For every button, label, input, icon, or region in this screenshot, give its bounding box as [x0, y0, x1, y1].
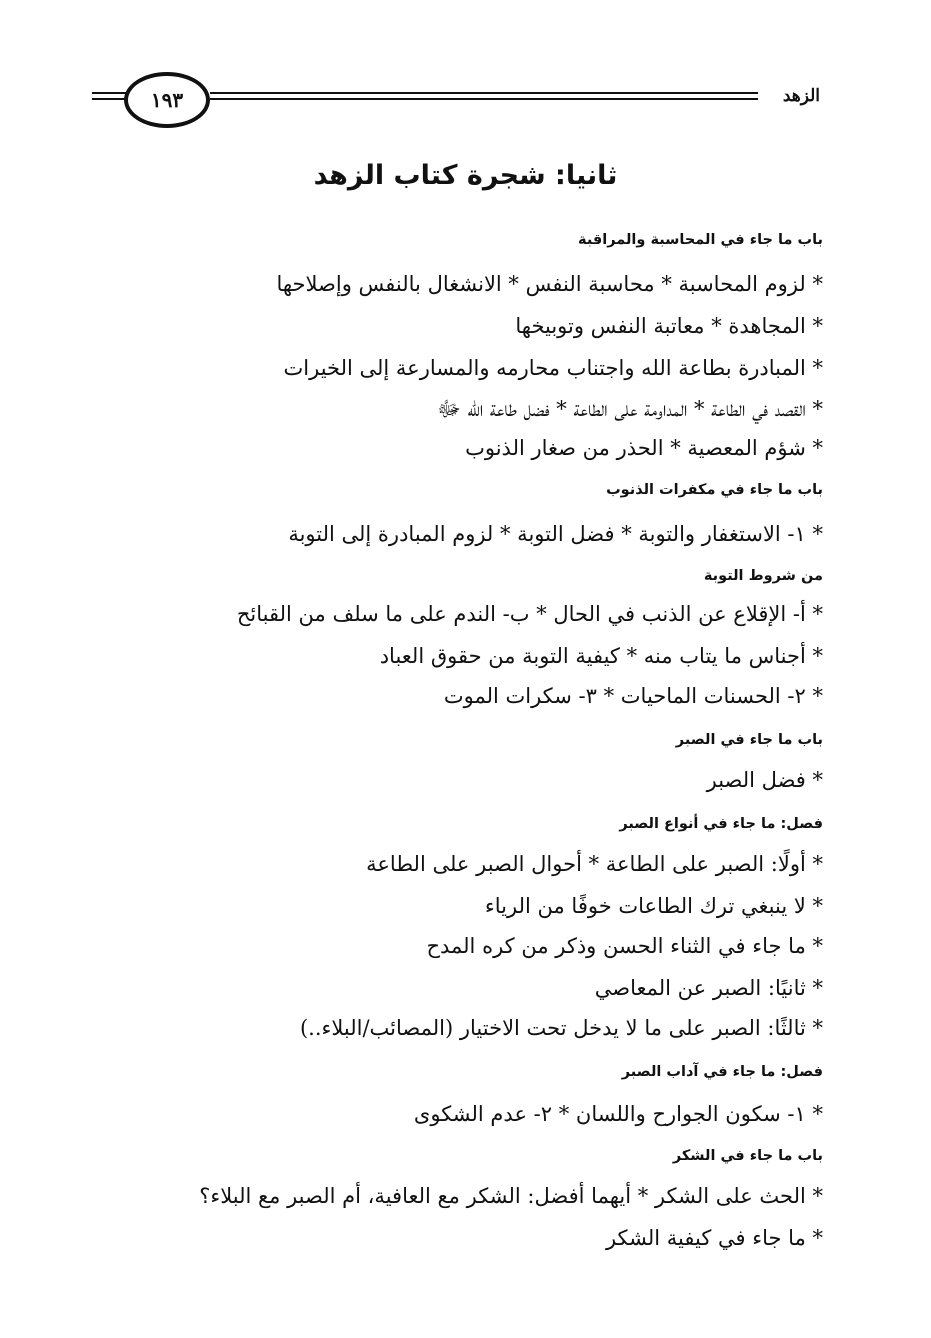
list-item: * شؤم المعصية * الحذر من صغار الذنوب [465, 436, 823, 460]
list-item: * لزوم المحاسبة * محاسبة النفس * الانشغال بالنفس وإصلاحها [276, 272, 823, 296]
section-heading: باب ما جاء في المحاسبة والمراقبة [578, 232, 823, 248]
section-heading: باب ما جاء في الصبر [675, 732, 823, 748]
list-item: * الحث على الشكر * أيهما أفضل: الشكر مع العافية، أم الصبر مع البلاء؟ [199, 1184, 823, 1208]
list-item: * ١- سكون الجوارح واللسان * ٢- عدم الشكوى [413, 1102, 823, 1126]
section-heading: فصل: ما جاء في أنواع الصبر [619, 816, 823, 832]
section-heading: من شروط التوبة [703, 568, 823, 584]
section-heading: باب ما جاء في مكفرات الذنوب [606, 482, 823, 498]
section-heading: باب ما جاء في الشكر [672, 1148, 823, 1164]
page-number: ١٩٣ [150, 88, 184, 112]
list-item: * أجناس ما يتاب منه * كيفية التوبة من حقوق العباد [379, 644, 823, 668]
section-heading: فصل: ما جاء في آداب الصبر [621, 1064, 823, 1080]
list-item: * أ- الإقلاع عن الذنب في الحال * ب- الندم على ما سلف من القبائح [236, 602, 823, 626]
header-rule [92, 98, 128, 100]
page-number-badge [124, 72, 210, 128]
list-item: * لا ينبغي ترك الطاعات خوفًا من الرياء [484, 894, 823, 918]
list-item: * المبادرة بطاعة الله واجتناب محارمه والمسارعة إلى الخيرات [283, 356, 823, 380]
page-title: ثانيا: شجرة كتاب الزهد [313, 160, 618, 191]
running-title: الزهد [782, 86, 820, 106]
list-item: * ٢- الحسنات الماحيات * ٣- سكرات الموت [443, 684, 823, 708]
list-item: * المجاهدة * معاتبة النفس وتوبيخها [515, 314, 823, 338]
list-item: * ثانيًا: الصبر عن المعاصي [594, 976, 823, 1000]
page-header [92, 68, 820, 132]
list-item: * فضل الصبر [706, 768, 823, 792]
header-rule [210, 98, 758, 100]
list-item: * ما جاء في كيفية الشكر [605, 1226, 823, 1250]
header-rule [210, 92, 758, 94]
list-item: * ثالثًا: الصبر على ما لا يدخل تحت الاختيار (المصائب/البلاء..) [299, 1016, 823, 1040]
header-rule [92, 92, 128, 94]
list-item: * أولًا: الصبر على الطاعة * أحوال الصبر على الطاعة [366, 852, 823, 876]
list-item: * ما جاء في الثناء الحسن وذكر من كره المدح [426, 934, 823, 958]
list-item: * ١- الاستغفار والتوبة * فضل التوبة * لزوم المبادرة إلى التوبة [288, 522, 823, 546]
list-item: * القصد في الطاعة * المداومة على الطاعة * فضل طاعة الله ﷻ [437, 397, 823, 421]
